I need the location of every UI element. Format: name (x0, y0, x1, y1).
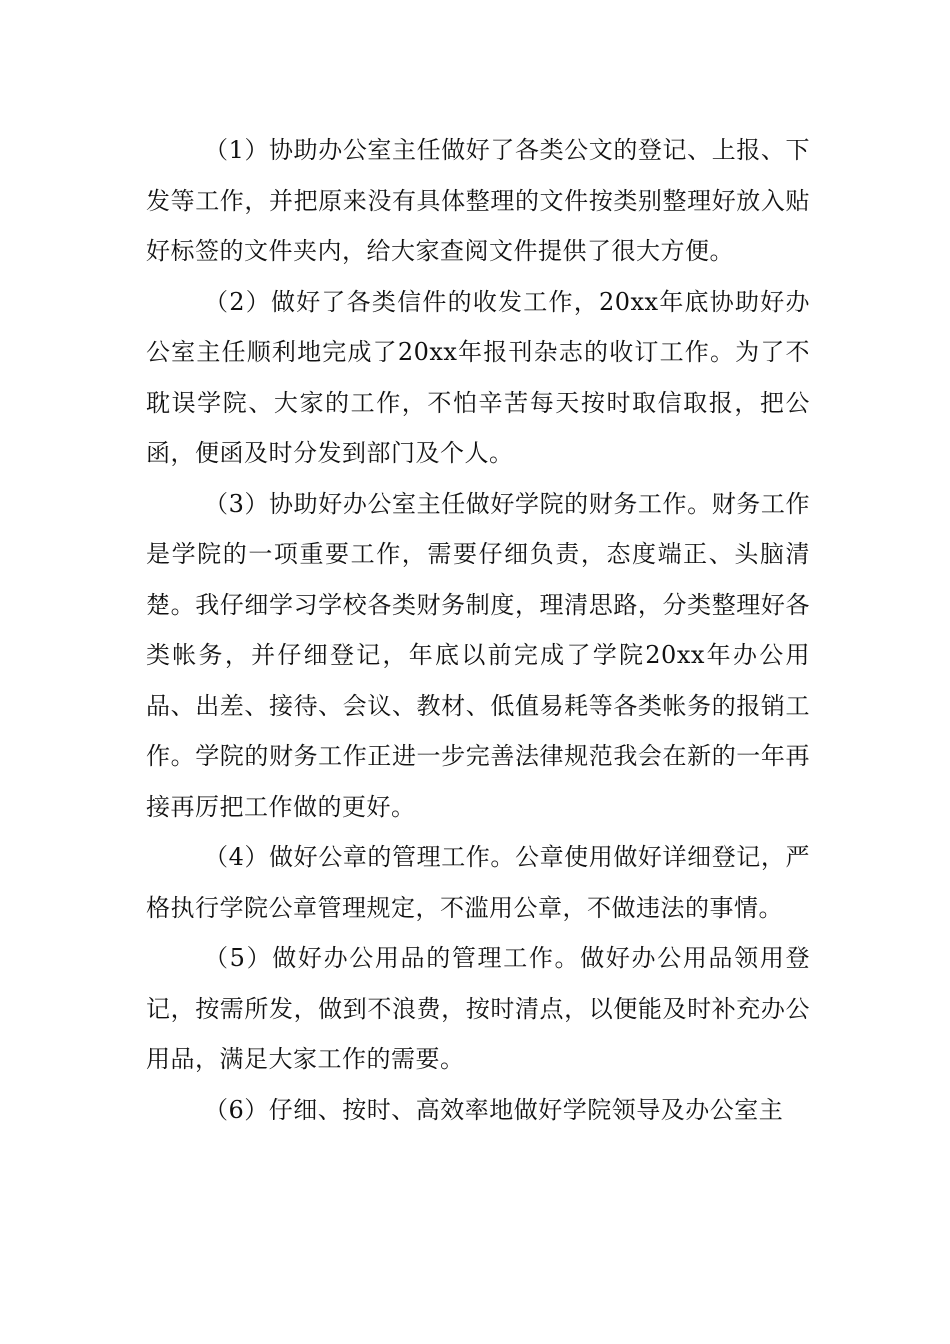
paragraph-4: （4）做好公章的管理工作。公章使用做好详细登记，严格执行学院公章管理规定，不滥用公章，不做违法的事情。 (146, 843, 810, 922)
paragraph-3: （3）协助好办公室主任做好学院的财务工作。财务工作是学院的一项重要工作，需要仔细负责，态度端正、头脑清楚。我仔细学习学校各类财务制度，理清思路，分类整理好各类帐务，并仔细登记，年底以前完成了学院20xx年办公用品、出差、接待、会议、教材、低值易耗等各类帐务的报销工作。学院的财务工作正进一步完善法律规范我会在新的一年再接再厉把工作做的更好。 (146, 489, 810, 821)
document-body (146, 125, 810, 1135)
paragraph-5: （5）做好办公用品的管理工作。做好办公用品领用登记，按需所发，做到不浪费，按时清点，以便能及时补充办公用品，满足大家工作的需要。 (146, 944, 810, 1073)
paragraph-6: （6）仔细、按时、高效率地做好学院领导及办公室主 (204, 1095, 784, 1124)
paragraph-1: （1）协助办公室主任做好了各类公文的登记、上报、下发等工作，并把原来没有具体整理的文件按类别整理好放入贴好标签的文件夹内，给大家查阅文件提供了很大方便。 (146, 136, 810, 265)
paragraph-2: （2）做好了各类信件的收发工作，20xx年底协助好办公室主任顺利地完成了20xx年报刊杂志的收订工作。为了不耽误学院、大家的工作，不怕辛苦每天按时取信取报，把公函，便函及时分发到部门及个人。 (146, 287, 810, 467)
